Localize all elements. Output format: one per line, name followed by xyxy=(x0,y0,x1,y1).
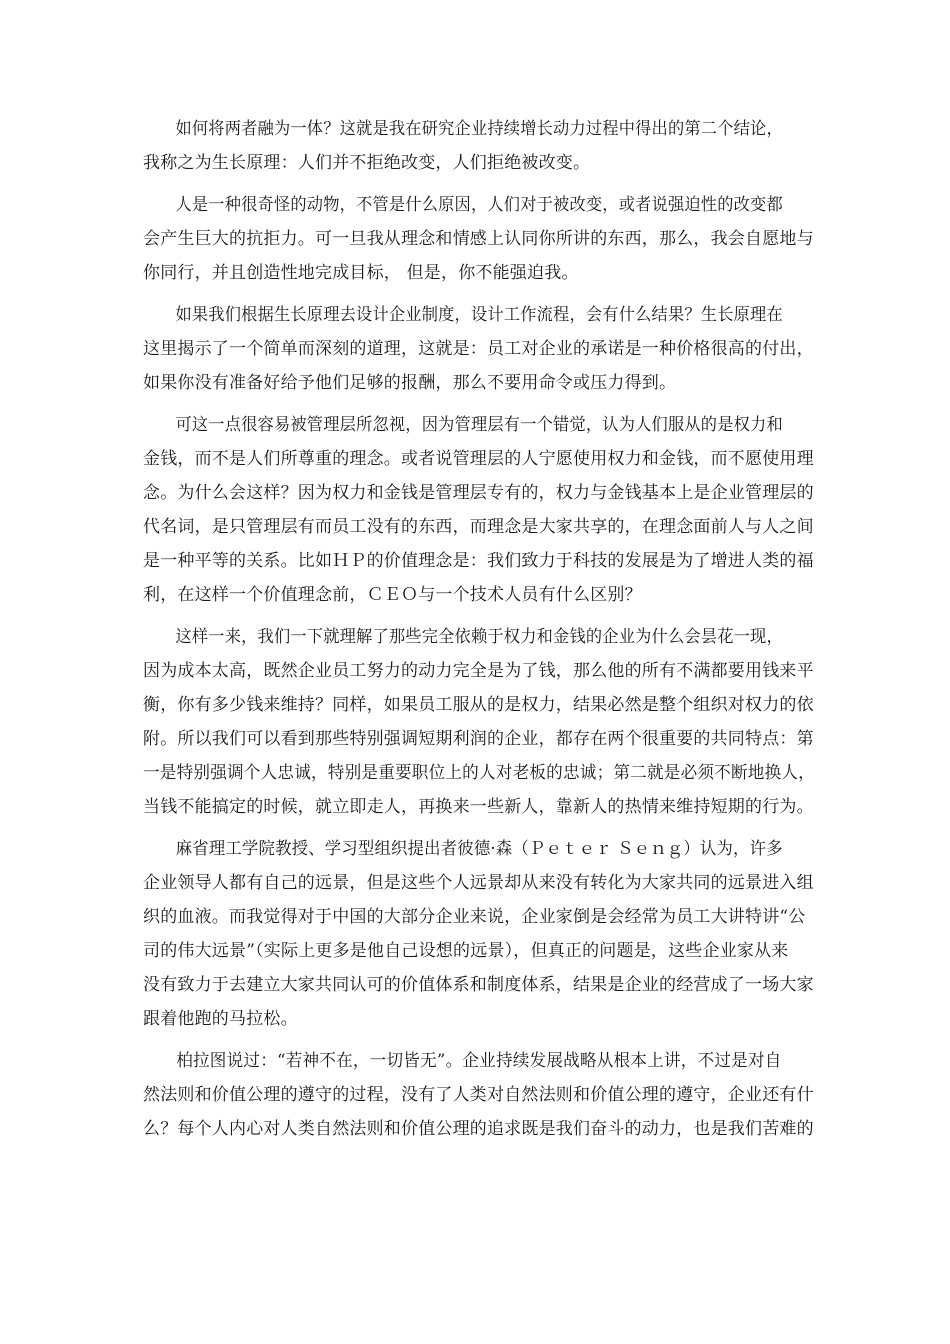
text-line: 代名词，是只管理层有而员工没有的东西，而理念是大家共享的，在理念面前人与人之间 xyxy=(143,517,814,537)
text-line: 么？每个人内心对人类自然法则和价值公理的追求既是我们奋斗的动力，也是我们苦难的 xyxy=(143,1119,814,1139)
text-line: 人是一种很奇怪的动物，不管是什么原因，人们对于被改变，或者说强迫性的改变都 xyxy=(175,195,783,215)
text-line: 如果你没有准备好给予他们足够的报酬，那么不要用命令或压力得到。 xyxy=(143,373,677,393)
text-line: 金钱，而不是人们所尊重的理念。或者说管理层的人宁愿使用权力和金钱，而不愿使用理 xyxy=(143,449,814,469)
text-line: 如何将两者融为一体？这就是我在研究企业持续增长动力过程中得出的第二个结论， xyxy=(175,119,783,139)
paragraph xyxy=(143,1044,815,1146)
text-line: 企业领导人都有自己的远景，但是这些个人远景却从来没有转化为大家共同的远景进入组 xyxy=(143,873,814,893)
text-line: 当钱不能搞定的时候，就立即走人，再换来一些新人，靠新人的热情来维持短期的行为。 xyxy=(143,797,814,817)
text-line: 附。所以我们可以看到那些特别强调短期利润的企业，都存在两个很重要的共同特点：第 xyxy=(143,729,814,749)
text-line: 可这一点很容易被管理层所忽视，因为管理层有一个错觉，认为人们服从的是权力和 xyxy=(175,415,783,435)
text-line: 衡，你有多少钱来维持？同样，如果员工服从的是权力，结果必然是整个组织对权力的依 xyxy=(143,695,814,715)
paragraph xyxy=(143,620,815,824)
text-line: 念。为什么会这样？因为权力和金钱是管理层专有的，权力与金钱基本上是企业管理层的 xyxy=(143,483,814,503)
paragraph xyxy=(143,298,815,400)
text-line: 麻省理工学院教授、学习型组织提出者彼德·森（Ｐｅｔｅｒ Ｓｅｎｇ）认为，许多 xyxy=(175,839,783,859)
text-line: 跟着他跑的马拉松。 xyxy=(143,1009,298,1029)
text-line: 没有致力于去建立大家共同认可的价值体系和制度体系，结果是企业的经营成了一场大家 xyxy=(143,975,814,995)
paragraph xyxy=(143,408,815,612)
text-line: 织的血液。而我觉得对于中国的大部分企业来说，企业家倒是会经常为员工大讲特讲“公 xyxy=(143,907,806,927)
text-line: 会产生巨大的抗拒力。可一旦我从理念和情感上认同你所讲的东西，那么，我会自愿地与 xyxy=(143,229,814,249)
text-line: 我称之为生长原理：人们并不拒绝改变，人们拒绝被改变。 xyxy=(143,153,591,173)
text-line: 利，在这样一个价值理念前，ＣＥＯ与一个技术人员有什么区别？ xyxy=(143,585,642,605)
text-line: 柏拉图说过：“若神不在，一切皆无”。企业持续发展战略从根本上讲，不过是对自 xyxy=(176,1051,782,1071)
text-line: 司的伟大远景”（实际上更多是他自己设想的远景），但真正的问题是，这些企业家从来 xyxy=(143,941,789,961)
text-line: 因为成本太高，既然企业员工努力的动力完全是为了钱，那么他的所有不满都要用钱来平 xyxy=(143,661,814,681)
text-line: 这里揭示了一个简单而深刻的道理，这就是：员工对企业的承诺是一种价格很高的付出， xyxy=(143,339,814,359)
paragraph xyxy=(143,188,815,290)
body-text xyxy=(143,112,815,1154)
text-line: 你同行，并且创造性地完成目标， 但是，你不能强迫我。 xyxy=(143,263,579,283)
text-line: 如果我们根据生长原理去设计企业制度，设计工作流程，会有什么结果？生长原理在 xyxy=(175,305,783,325)
text-line: 一是特别强调个人忠诚，特别是重要职位上的人对老板的忠诚；第二就是必须不断地换人， xyxy=(143,763,815,783)
paragraph xyxy=(143,112,815,180)
paragraph xyxy=(143,832,815,1036)
text-line: 这样一来，我们一下就理解了那些完全依赖于权力和金钱的企业为什么会昙花一现， xyxy=(175,627,783,647)
text-line: 是一种平等的关系。比如ＨＰ的价值理念是：我们致力于科技的发展是为了增进人类的福 xyxy=(143,551,814,571)
text-line: 然法则和价值公理的遵守的过程，没有了人类对自然法则和价值公理的遵守，企业还有什 xyxy=(143,1085,814,1105)
